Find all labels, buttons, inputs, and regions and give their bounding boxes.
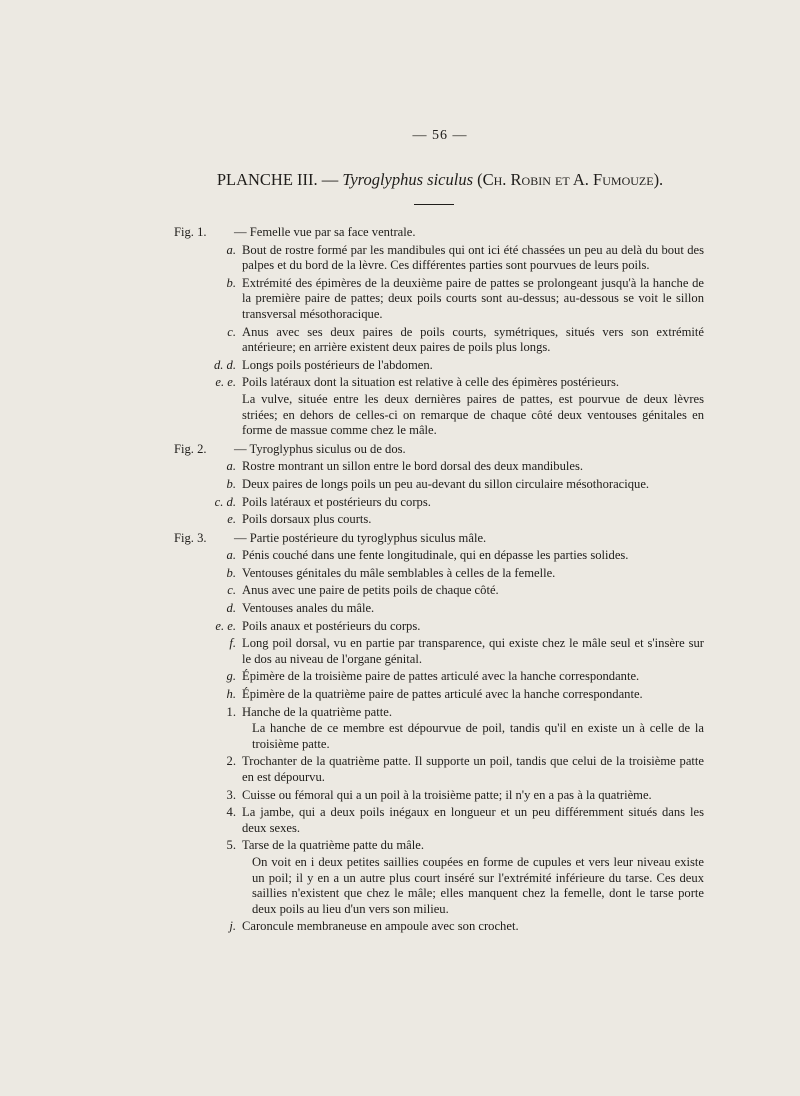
figure-caption [174, 442, 704, 458]
legend-entry [174, 788, 704, 804]
legend-text: Poils anaux et postérieurs du corps. [242, 618, 421, 633]
plate-label: PLANCHE III. — [216, 170, 339, 189]
legend-text: Extrémité des épimères de la deuxième paire de pattes se prolongeant jusqu'à la hanche de la première paire de pattes; deux poils courts sont au-dessus; au-dessous se voit le sillon transversal mésothoracique. [242, 275, 704, 321]
title-divider [414, 204, 454, 205]
legend-marker: 5. [226, 838, 236, 853]
legend-entry [174, 805, 704, 836]
legend-entry [174, 243, 704, 274]
legend-text: Caroncule membraneuse en ampoule avec son crochet. [242, 919, 519, 934]
legend-entry [174, 687, 704, 703]
legend-marker: e. [227, 512, 236, 527]
legend-text: Épimère de la quatrième paire de pattes articulé avec la hanche correspondante. [242, 687, 643, 702]
legend-marker: d. d. [213, 357, 236, 372]
legend-text: La jambe, qui a deux poils inégaux en longueur et un peu différemment situés dans les deux sexes. [242, 805, 704, 835]
legend-entry [174, 838, 704, 854]
legend-marker: a. [226, 242, 236, 257]
legend-marker: 3. [226, 787, 236, 802]
legend-entry [174, 601, 704, 617]
legend-text: Tarse de la quatrième patte du mâle. [242, 838, 424, 853]
legend-marker: e. e. [215, 618, 236, 633]
legend-text: Anus avec une paire de petits poils de chaque côté. [242, 583, 499, 598]
legend-text: Bout de rostre formé par les mandibules qui ont ici été chassées un peu au delà du bout des palpes et du bord de la lèvre. Ces différentes parties sont pourvues de leurs poils. [242, 242, 704, 273]
legend-marker: g. [226, 669, 236, 684]
legend-marker: c. [227, 583, 236, 598]
legend-marker: d. [226, 601, 236, 616]
legend-text: Anus avec ses deux paires de poils courts, symétriques, situés vers son extrémité antérieure; en arrière existent deux paires de poils plus longs. [242, 324, 704, 355]
legend-text: Pénis couché dans une fente longitudinale, qui en dépasse les parties solides. [242, 548, 629, 563]
legend-text: Poils latéraux et postérieurs du corps. [242, 494, 431, 509]
legend-entry [174, 705, 704, 721]
legend-entry [174, 669, 704, 685]
legend-marker: 2. [226, 754, 236, 769]
legend-marker: a. [226, 548, 236, 563]
legend-entry [174, 566, 704, 582]
legend-entry [174, 619, 704, 635]
figure-caption-text: — Femelle vue par sa face ventrale. [234, 225, 416, 239]
figure-caption-text: — Tyroglyphus siculus ou de dos. [234, 441, 406, 456]
figure-label: Fig. 3. [174, 530, 207, 545]
legend-entry [174, 919, 704, 935]
legend-paragraph: On voit en i deux petites saillies coupées en forme de cupules et vers leur niveau existe un poil; il y en a un autre plus court inséré sur l'extrémité inférieure du tarse. Ces deux saillies n'existent que chez le mâle; elles manquent chez la femelle, dont le tarse porte deux poils au lieu d'un vers son milieu. [252, 854, 704, 916]
legend-text: Long poil dorsal, vu en partie par transparence, qui existe chez le mâle seul et s'insère sur le dos au niveau de l'organe génital. [242, 636, 704, 666]
legend-entry [174, 754, 704, 785]
legend-marker: 4. [226, 805, 236, 820]
legend-text: Ventouses génitales du mâle semblables à celles de la femelle. [242, 565, 556, 580]
legend-text: Longs poils postérieurs de l'abdomen. [242, 357, 433, 372]
legend-entry [174, 358, 704, 374]
figure-label: Fig. 2. [174, 441, 207, 456]
legend-text: Épimère de la troisième paire de pattes articulé avec la hanche correspondante. [242, 669, 640, 684]
legend-entry [174, 477, 704, 493]
legend-marker: b. [226, 275, 236, 290]
page-number: — 56 — [412, 128, 468, 143]
legend-text: Cuisse ou fémoral qui a un poil à la troisième patte; il n'y en a pas à la quatrième. [242, 787, 652, 802]
legend-text: Poils dorsaux plus courts. [242, 512, 372, 527]
figure-caption [174, 531, 704, 547]
legend-entry [174, 583, 704, 599]
legend-text: Rostre montrant un sillon entre le bord dorsal des deux mandibules. [242, 459, 584, 474]
legend-marker: a. [226, 459, 236, 474]
figure-caption [174, 225, 704, 241]
legend-entry [174, 636, 704, 667]
legend-entry [174, 375, 704, 391]
figure-note: La vulve, située entre les deux dernières paires de pattes, est pourvue de deux lèvres striées; en dehors de celles-ci on remarque de chaque côté deux ventouses génitales en forme de massue comme chez le mâle. [242, 391, 704, 438]
legend-text: Ventouses anales du mâle. [242, 601, 375, 616]
species-name: Tyroglyphus siculus [342, 170, 474, 189]
legend-text: Hanche de la quatrième patte. [242, 704, 392, 719]
legend-marker: h. [226, 687, 236, 702]
legend-marker: e. e. [215, 375, 236, 390]
legend-entry [174, 276, 704, 323]
legend-paragraph: La hanche de ce membre est dépourvue de poil, tandis qu'il en existe un à celle de la troisième patte. [252, 721, 704, 751]
legend-entry [174, 325, 704, 356]
legend-marker: c. [227, 324, 236, 339]
legend-marker: 1. [226, 704, 236, 719]
legend-marker: f. [229, 636, 236, 651]
legend-entry [174, 459, 704, 475]
authors: (Ch. Robin et A. Fumouze). [477, 170, 664, 189]
figure-legend-list [174, 222, 704, 935]
legend-entry [174, 512, 704, 528]
figure-label: Fig. 1. [174, 225, 207, 239]
legend-marker: b. [226, 476, 236, 491]
legend-marker: j. [229, 919, 236, 934]
figure-caption-text: — Partie postérieure du tyroglyphus siculus mâle. [234, 530, 487, 545]
legend-text: Poils latéraux dont la situation est relative à celle des épimères postérieurs. [242, 375, 619, 390]
legend-marker: b. [226, 565, 236, 580]
plate-title [0, 170, 800, 190]
legend-entry [174, 548, 704, 564]
legend-text: Deux paires de longs poils un peu au-devant du sillon circulaire mésothoracique. [242, 476, 650, 491]
legend-entry [174, 495, 704, 511]
legend-marker: c. d. [214, 494, 236, 509]
legend-text: Trochanter de la quatrième patte. Il supporte un poil, tandis que celui de la troisième patte en est dépourvu. [242, 754, 704, 784]
